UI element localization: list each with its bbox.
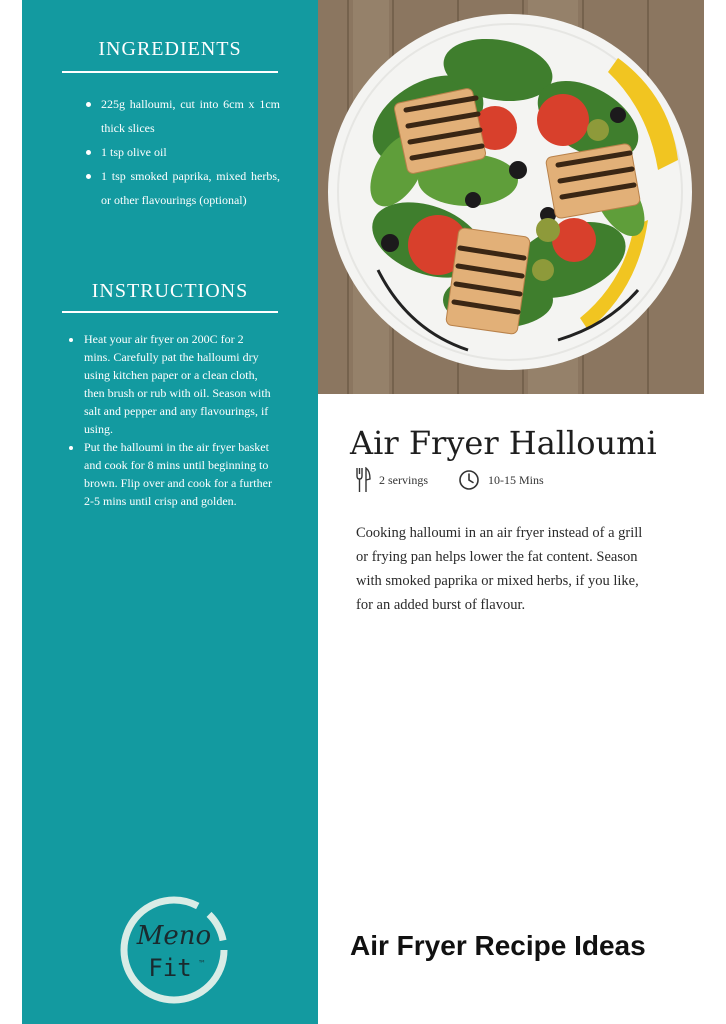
instruction-step: Heat your air fryer on 200C for 2 mins. Carefully pat the halloumi dry using kitchen paper or a clean cloth, then brush or rub with oil. Season with salt and pepper and any flavourings, if using. [66,330,272,438]
servings-text: 2 servings [379,472,428,487]
logo-line2: Fit [148,954,192,982]
recipe-description: Cooking halloumi in an air fryer instead of a grill or frying pan helps lower the fat content. Season with smoked paprika or mixed herbs, if you like, for an added burst of flavour. [356,525,643,613]
fork-knife-icon [355,467,371,493]
instructions-heading: INSTRUCTIONS [91,280,249,302]
menofit-logo [118,894,230,1006]
clock-icon [458,469,480,491]
logo-line1: Meno [136,921,212,951]
ingredients-divider [62,71,278,73]
time-info [458,466,544,494]
ingredient-item: 1 tsp olive oil [84,140,280,164]
instructions-list [66,330,272,510]
instruction-step: Put the halloumi in the air fryer basket and cook for 8 mins until beginning to brown. Flip over and cook for a further 2-5 mins until crisp and golden. [66,438,272,510]
sidebar [22,0,318,1024]
time-text: 10-15 Mins [488,472,544,487]
halloumi-salad-image [318,0,704,394]
footer-title: Air Fryer Recipe Ideas [350,930,646,961]
recipe-title: Air Fryer Halloumi [350,424,657,462]
ingredient-item: 1 tsp smoked paprika, mixed herbs, or other flavourings (optional) [84,164,280,212]
halloumi-salad-photo [318,0,704,394]
servings-info [355,466,428,494]
ingredients-heading: INGREDIENTS [98,38,242,60]
ingredient-item: 225g halloumi, cut into 6cm x 1cm thick slices [84,92,280,140]
instructions-divider [62,311,278,313]
logo-trademark: ™ [198,959,206,968]
ingredients-list [84,92,280,212]
